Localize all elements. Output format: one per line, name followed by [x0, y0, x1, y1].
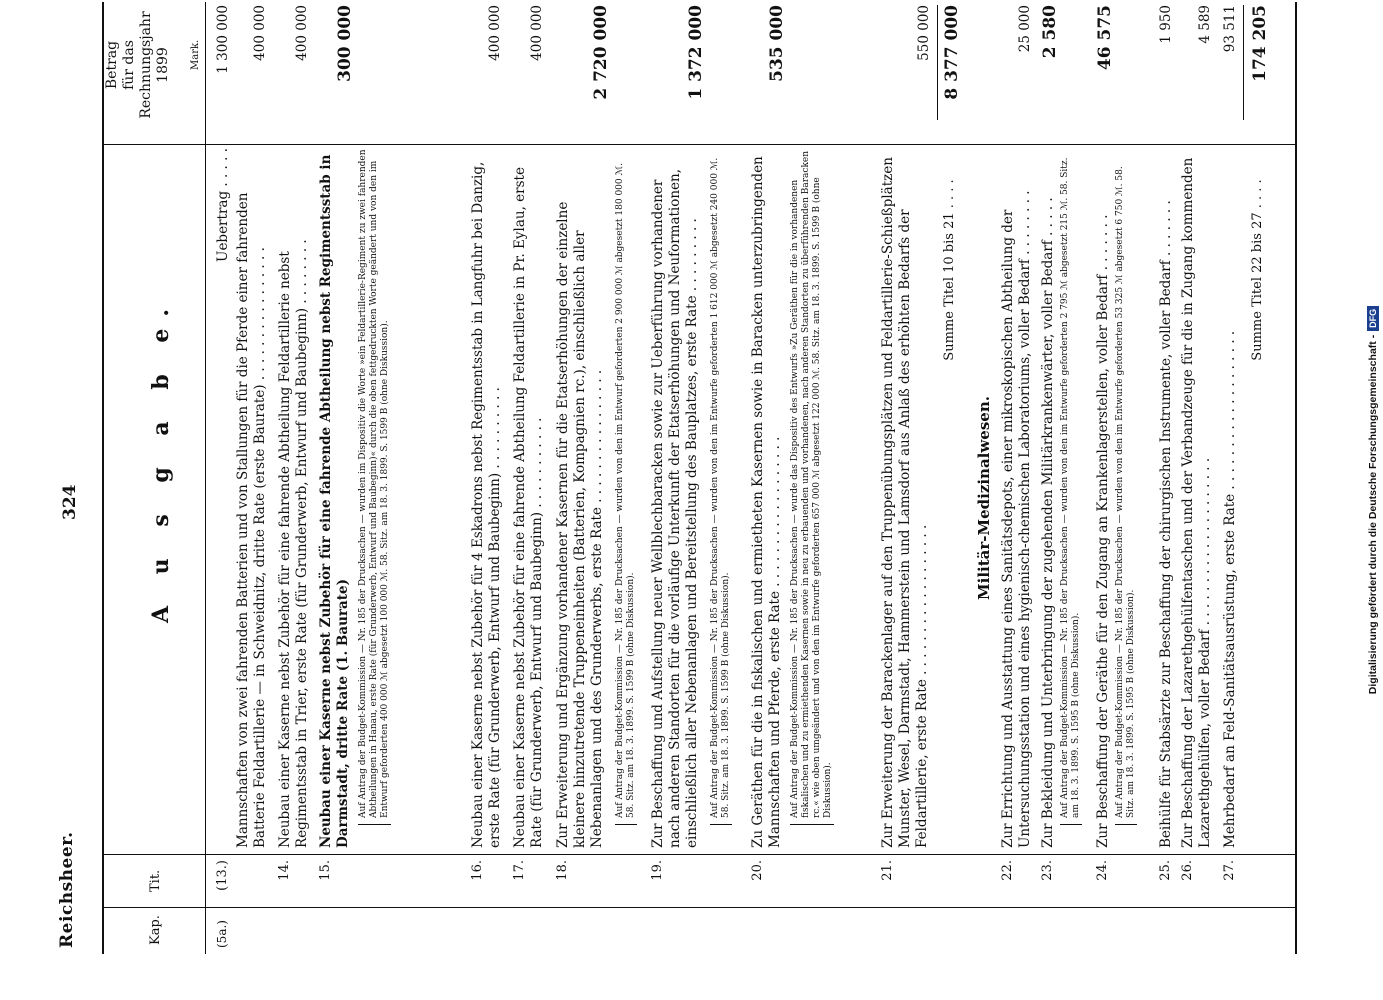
row-amount: 4 589 — [1197, 5, 1213, 44]
title-number: 23. — [1040, 860, 1055, 881]
subtotal-label: Summe Titel 22 bis 27 . . . . — [1250, 179, 1265, 361]
section-title: Militär-Medizinalwesen. — [975, 396, 993, 600]
betrag-line: Rechnungsjahr — [138, 11, 154, 119]
row-amount: 400 000 — [294, 5, 310, 61]
title-number: 18. — [555, 860, 570, 881]
col-rule-tit — [102, 854, 1295, 855]
title-number: 16. — [470, 860, 485, 881]
budget-note: Auf Antrag der Budget-Kommission — Nr. 185 der Drucksachen — wurde das Dispositiv des Entwurfs »Zu Geräthen für die in vorhandenen fiskalischen und zu ermiethenden Kasernen sowie in neu zu erbauenden und vorhandenen, nach anderen Standorten zu überführenden Baracken rc.« wie oben umgeändert und von den im Entwurfe geforderten 657 000 ℳ abgesetzt 122 000 ℳ. 58. Sitz. am 18. 3. 1899. S. 1599 B (ohne Diskussion). — [790, 148, 834, 825]
row-text: Mehrbedarf an Feld-Sanitätsausrüstung, erste Rate . . . . . . . . . . . . . . . . . . . — [1222, 330, 1238, 848]
row-amount: 400 000 — [252, 5, 268, 61]
title-number: 17. — [512, 860, 527, 881]
page-number: 324 — [60, 484, 80, 520]
row-amount: 2 720 000 — [591, 5, 611, 100]
row-text: Zur Erweiterung der Barackenlager auf den Truppenübungsplätzen und Feldartillerie-Schießplätzen Munster, Wesel, Darmstadt, Hammerstein und Lamsdorf aus Anlaß des erhöhten Bedarfs der Feldartillerie, erste Rate . . . . . . . . . . . . . . . . . . — [880, 157, 930, 848]
row-text: Zur Bekleidung und Unterbringung der zugehenden Militärkrankenwärter, voller Bedarf . . . . . — [1040, 197, 1056, 848]
row-text: Zur Beschaffung der Geräthe für den Zugang an Krankenlagerstellen, voller Bedarf . . . . . . . — [1095, 214, 1111, 848]
row-amount: 46 575 — [1095, 5, 1115, 71]
title-number: 21. — [880, 860, 895, 881]
row-text: Uebertrag . . . . . — [215, 148, 231, 262]
title-number: 26. — [1180, 860, 1195, 881]
digitization-credit — [1362, 20, 1383, 980]
row-amount: 300 000 — [335, 5, 355, 82]
title-number: 22. — [1000, 860, 1015, 881]
dfg-logo: DFG — [1367, 306, 1379, 331]
col-header-tit: Tit. — [148, 869, 163, 892]
row-amount: 1 300 000 — [215, 5, 231, 74]
betrag-line: Betrag — [104, 40, 120, 90]
col-header-ausgabe: A u s g a b e. — [148, 296, 174, 624]
row-amount: 400 000 — [529, 5, 545, 61]
row-text: Neubau einer Kaserne nebst Zubehör für 4 Eskadrons nebst Regimentsstab in Langfuhr bei Danzig, erste Rate (für Grunderwerb, Entwurf und Baubeginn) . . . . . . . . . . — [470, 161, 503, 848]
col-header-betrag — [104, 10, 172, 120]
unit-mark: Mark. — [190, 39, 201, 70]
row-amount: 550 000 — [916, 5, 932, 61]
kap-cell: (5a.) — [215, 920, 229, 948]
row-text: Zur Erweiterung und Ergänzung vorhandener Kasernen für die Etatserhöhungen der einzelne kleinere hinzutretende Truppeneinheiten (Batterien, Kompagnien rc.), einschließlich aller Nebenanlagen und des Grunderwerbs, erste Rate . . . . . . . . . . . . . . . . — [555, 201, 605, 848]
title-number: 24. — [1095, 860, 1110, 881]
subtotal-amount: 174 205 — [1250, 5, 1270, 82]
title-number: 15. — [318, 860, 333, 881]
budget-note: Auf Antrag der Budget-Kommission — Nr. 185 der Drucksachen — wurden von den im Entwurfe geforderten 53 325 ℳ abgesetzt 6 750 ℳ. 58. Sitz. am 18. 3. 1899. S. 1595 B (ohne Diskussion). — [1115, 148, 1137, 825]
budget-note: Auf Antrag der Budget-Kommission — Nr. 185 der Drucksachen — wurden von den im Entwurfe geforderten 2 795 ℳ abgesetzt 215 ℳ. 58. Sitz. am 18. 3. 1899. S. 1595 B (ohne Diskussion). — [1060, 148, 1082, 825]
title-number: 25. — [1158, 860, 1173, 881]
subtotal-amount: 8 377 000 — [942, 5, 962, 100]
subtotal-rule — [937, 5, 938, 120]
budget-note: Auf Antrag der Budget-Kommission — Nr. 185 der Drucksachen — wurden von den im Entwurfe geforderten 1 612 000 ℳ abgesetzt 240 000 ℳ. 58. Sitz. am 18. 3. 1899. S. 1599 B (ohne Diskussion). — [710, 148, 732, 825]
col-rule-kap — [102, 907, 1295, 908]
row-amount: 25 000 — [1017, 5, 1033, 53]
col-rule-betrag — [102, 144, 1295, 145]
betrag-line: für das — [121, 40, 137, 90]
row-text: Zu Geräthen für die in fiskalischen und ermietheten Kasernen sowie in Baracken unterzubringenden Mannschaften und Pferde, erste Rate . . . . . . . . . . . . . . . . . . — [750, 156, 783, 848]
bottom-rule — [1295, 2, 1297, 954]
row-amount: 1 950 — [1158, 5, 1174, 44]
row-text: Zur Beschaffung der Lazarethgehülfentaschen und der Verbandzeuge für die in Zugang kommenden Lazarethgehülfen, voller Bedarf . . . . . . . . . . . . . . . . . . . . — [1180, 157, 1213, 848]
row-amount: 1 372 000 — [686, 5, 706, 100]
row-amount: 2 580 — [1040, 5, 1060, 59]
subtotal-label: Summe Titel 10 bis 21 . . . . — [942, 179, 957, 361]
subtotal-rule — [1243, 5, 1244, 120]
row-text: Neubau einer Kaserne nebst Zubehör für eine fahrende Abtheilung Feldartillerie in Pr. Eylau, erste Rate (für Grunderwerb, Entwurf und Baubeginn) . . . . . . . . . . . — [512, 167, 545, 848]
title-number: (13.) — [215, 860, 230, 891]
row-amount: 535 000 — [767, 5, 787, 82]
row-text: Neubau einer Kaserne nebst Zubehör für eine fahrende Abtheilung Feldartillerie nebst Regimentsstab in Trier, erste Rate (für Grunderwerb, Entwurf und Baubeginn) . . . . . . . . — [277, 239, 310, 848]
row-text: Beihülfe für Stabsärzte zur Beschaffung der chirurgischen Instrumente, voller Bedarf . . . . . . . — [1158, 200, 1174, 848]
row-text: Zur Beschaffung und Aufstellung neuer Wellblechbaracken sowie zur Ueberführung vorhandener nach anderen Standorten für die vorläufige Unterkunft der Etatserhöhungen und Neuformationen, einschließlich aller Nebenanlagen und Bereitstellung des Bauplatzes, erste Rate . . . . . . . . . — [650, 168, 700, 848]
title-number: 14. — [277, 860, 292, 881]
credit-text: Digitalisierung gefördert durch die Deutsche Forschungsgemeinschaft - — [1367, 334, 1379, 695]
row-text: Mannschaften von zwei fahrenden Batterien und von Stallungen für die Pferde einer fahrenden Batterie Feldartillerie — in Schweidnitz, dritte Rate (erste Baurate) . . . . . . . . . . . . . . . . — [235, 192, 268, 848]
title-number: 27. — [1222, 860, 1237, 881]
running-head: Reichsheer. — [57, 831, 77, 948]
budget-note: Auf Antrag der Budget-Kommission — Nr. 185 der Drucksachen — wurden von den im Entwurf geforderten 2 900 000 ℳ abgesetzt 180 000 ℳ. 58. Sitz. am 18. 3. 1899. S. 1599 B (ohne Diskussion). — [615, 148, 637, 825]
row-text: Neubau einer Kaserne nebst Zubehör für eine fahrende Abtheilung nebst Regimentsstab in Darmstadt, dritte Rate (1. Baurate) — [318, 154, 351, 848]
budget-note: Auf Antrag der Budget-Kommission — Nr. 185 der Drucksachen — wurden im Dispositiv die Worte »ein Feldartillerie-Regiment zu zwei fahrenden Abtheilungen in Hanau, erste Rate (für Grunderwerb, Entwurf und Baubeginn)« durch die oben fettgedruckten Worte geändert und von den im Entwurf geforderten 400 000 ℳ abgesetzt 100 000 ℳ. 58. Sitz. am 18. 3. 1899. S. 1599 B (ohne Diskussion). — [358, 148, 391, 825]
row-text: Zur Errichtung und Ausstattung eines Sanitätsdepots, einer mikroskopischen Abtheilung der Untersuchungsstation und eines hygienisch-chemischen Laboratoriums, voller Bedarf . . . . . . . . — [1000, 190, 1033, 848]
row-amount: 400 000 — [487, 5, 503, 61]
title-number: 19. — [650, 860, 665, 881]
betrag-line: 1899 — [155, 47, 171, 83]
row-amount: 93 511 — [1222, 5, 1238, 53]
title-number: 20. — [750, 860, 765, 881]
col-header-kap: Kap. — [148, 915, 163, 945]
